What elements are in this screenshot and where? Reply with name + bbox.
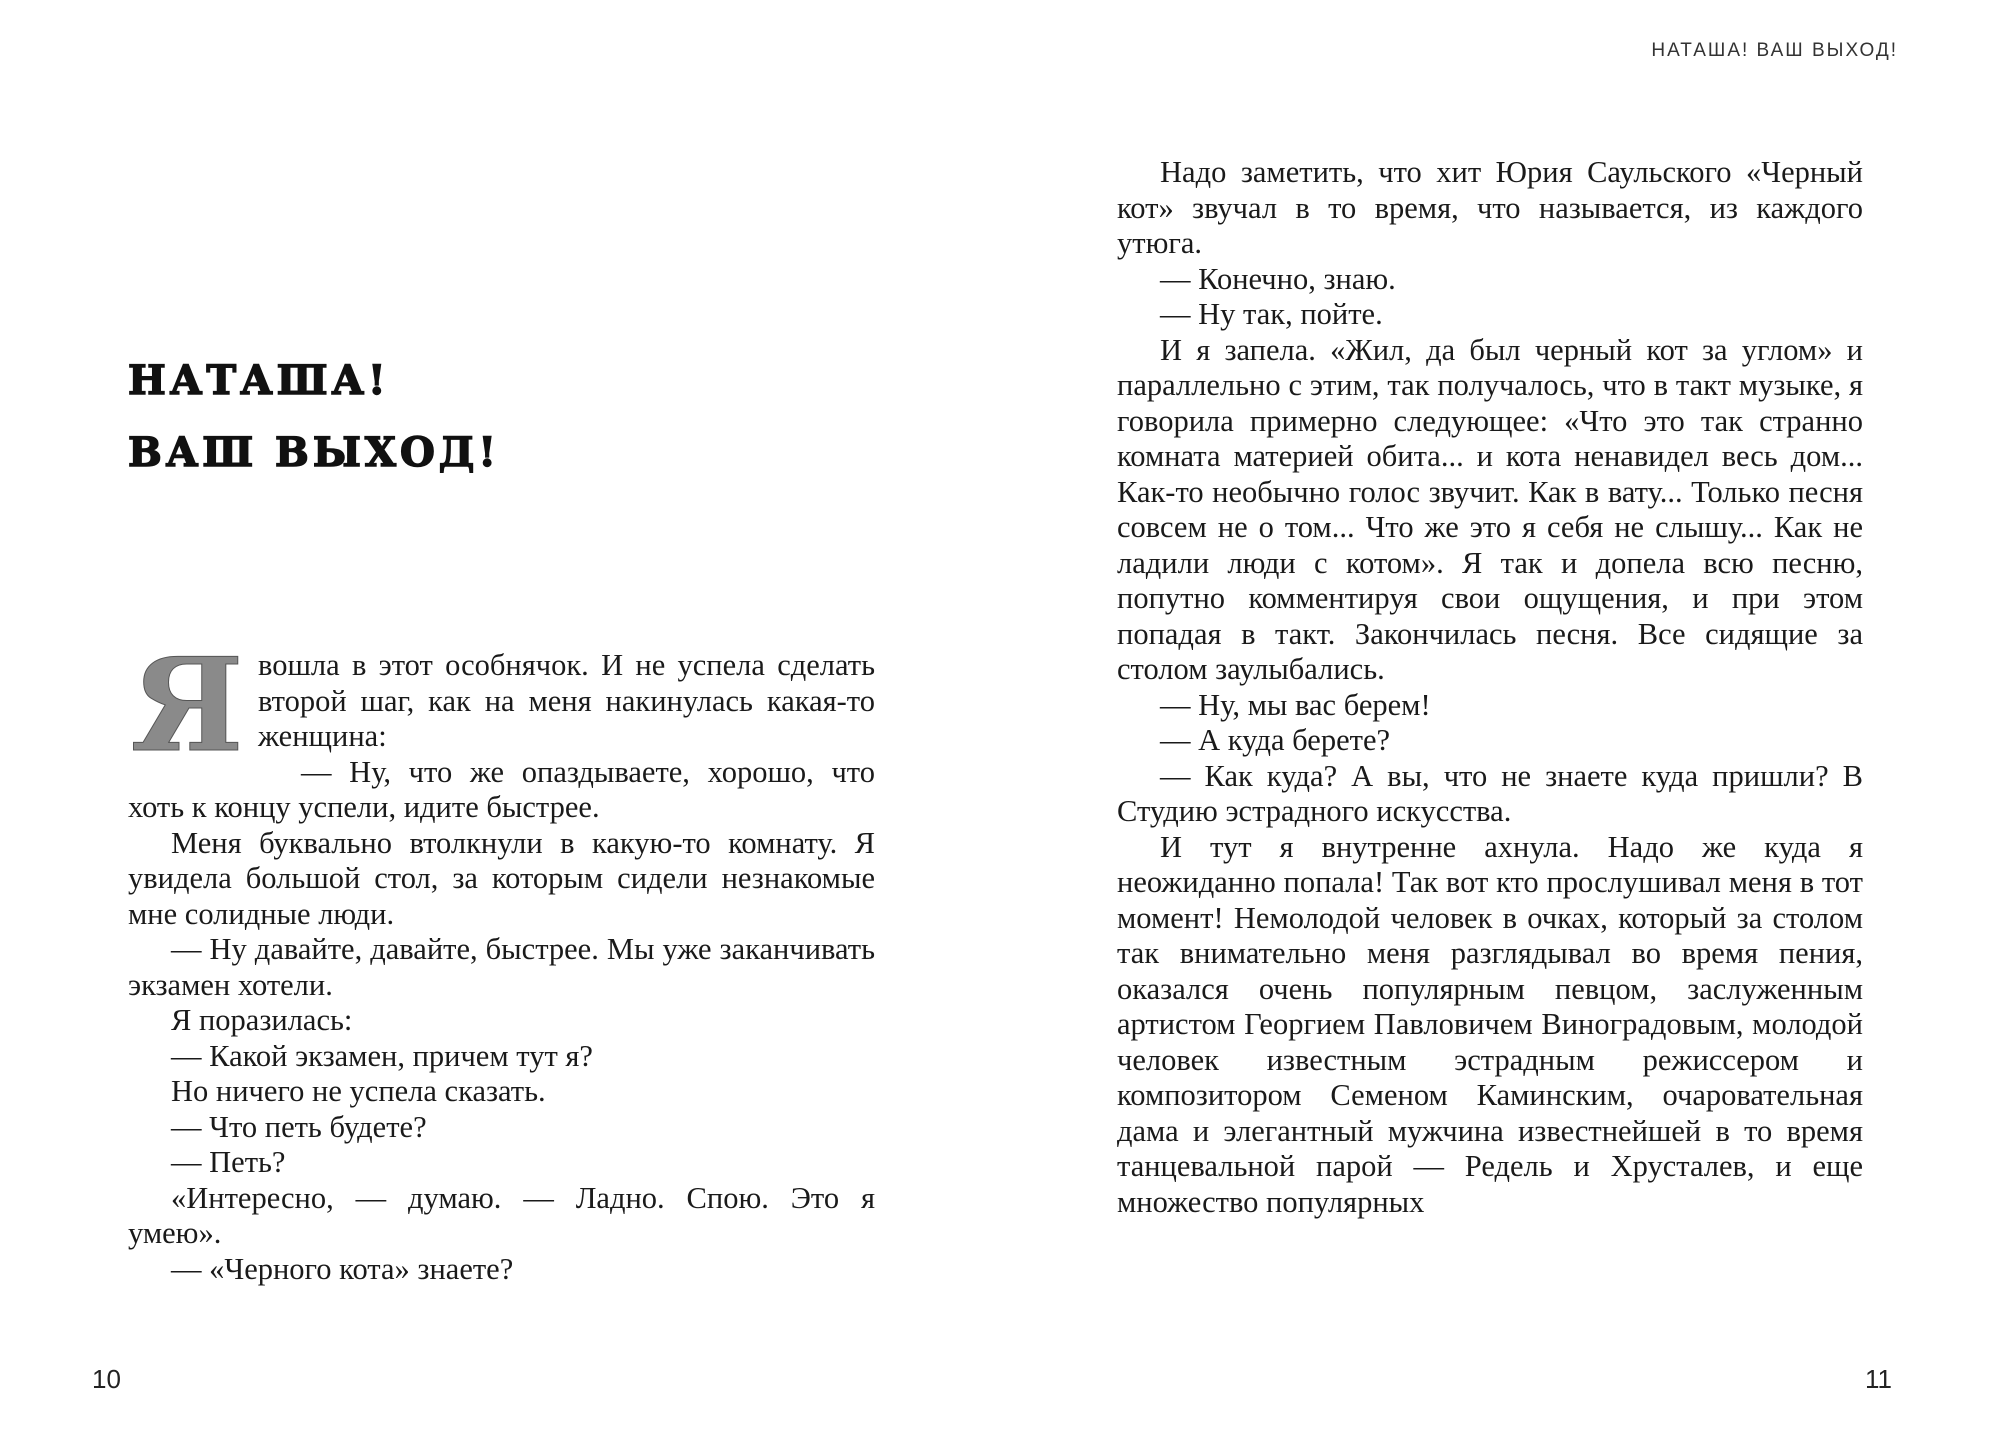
paragraph: Я поразилась:	[171, 1003, 353, 1037]
paragraph: — Петь?	[171, 1145, 286, 1179]
page-number-left: 10	[92, 1364, 121, 1394]
paragraph: И тут я внутренне ахнула. Надо же куда я неожиданно попала! Так вот кто прослушивал меня в тот момент! Немолодой человек в очках, который за столом так внимательно меня разглядывал во время пения, оказался очень популярным певцом, заслуженным артистом Георгием Павловичем Виноградовым, молодой человек известным эстрадным режиссером и композитором Семеном Каминским, очаровательная дама и элегантный мужчина известнейшей в то время танцевальной парой — Редель и Хрусталев, и еще множество популярных	[1117, 829, 1863, 1219]
paragraph: И я запела. «Жил, да был черный кот за углом» и параллельно с этим, так получалось, что в такт музыке, я говорила примерно следующее: «Что это так странно комната материей обита... и кота ненавидел весь дом... Как-то необычно голос звучит. Как в вату... Только песня совсем не о том... Что же это я себя не слышу... Как не ладили люди с котом». Я так и допела всю песню, попутно комментируя свои ощущения, и при этом попадая в такт. Закончилась песня. Все сидящие за столом заулыбались.	[1117, 332, 1863, 686]
chapter-title-line-1: НАТАША!	[128, 357, 390, 404]
paragraph: — Какой экзамен, причем тут я?	[171, 1038, 593, 1073]
right-page	[1000, 0, 2000, 1451]
page-number-right: 11	[1865, 1364, 1892, 1394]
chapter-title-line-2: ВАШ ВЫХОД!	[128, 429, 500, 476]
paragraph: — Конечно, знаю.	[1160, 261, 1396, 296]
paragraph: — «Черного кота» знаете?	[171, 1251, 514, 1286]
paragraph: Меня буквально втолкнули в какую-то комнату. Я увидела большой стол, за которым сидели незнакомые мне солидные люди.	[128, 825, 875, 931]
right-page-body	[1117, 155, 1863, 1220]
paragraph: «Интересно, — думаю. — Ладно. Спою. Это я умею».	[128, 1180, 875, 1250]
chapter-title	[128, 345, 628, 489]
paragraph: — А куда берете?	[1160, 723, 1391, 757]
opening-paragraph: Я вошла в этот особнячок. И не успела сделать второй шаг, как на меня накинулась какая-то женщина:	[128, 648, 875, 755]
paragraph: Но ничего не успела сказать.	[171, 1074, 546, 1108]
left-page-body	[128, 631, 875, 1287]
paragraph: — Ну, мы вас берем!	[1160, 687, 1431, 722]
paragraph: — Ну, что же опаздываете, хорошо, что хоть к концу успели, идите быстрее.	[128, 754, 875, 824]
running-head: НАТАША! ВАШ ВЫХОД!	[1651, 40, 1898, 61]
paragraph: — Ну так, пойте.	[1160, 297, 1383, 331]
paragraph: Надо заметить, что хит Юрия Саульского «Черный кот» звучал в то время, что называется, из каждого утюга.	[1117, 155, 1863, 260]
paragraph: — Что петь будете?	[171, 1109, 427, 1144]
paragraph: — Ну давайте, давайте, быстрее. Мы уже заканчивать экзамен хотели.	[128, 932, 875, 1002]
drop-cap: Я	[130, 631, 244, 781]
paragraph: — Как куда? А вы, что не знаете куда пришли? В Студию эстрадного искусства.	[1117, 758, 1863, 828]
